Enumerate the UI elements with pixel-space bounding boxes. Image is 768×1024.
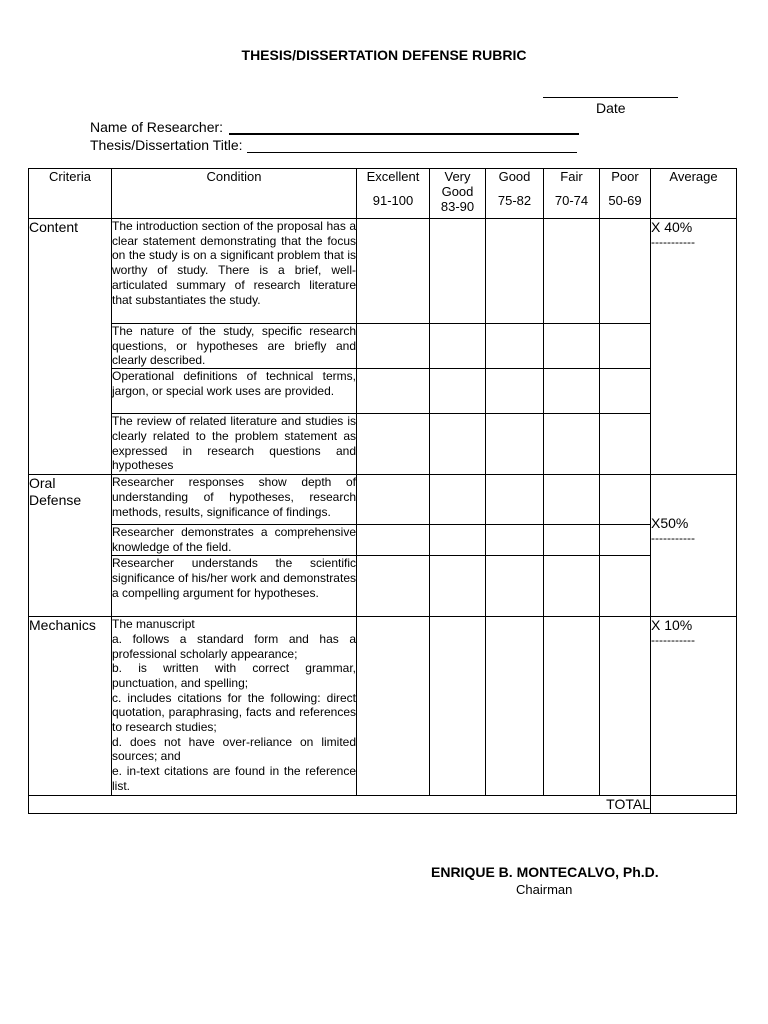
poor-header xyxy=(600,169,651,219)
score-cell-very-good[interactable] xyxy=(430,525,486,556)
score-cell-poor[interactable] xyxy=(600,369,651,414)
score-cell-good[interactable] xyxy=(486,525,544,556)
score-cell-excellent[interactable] xyxy=(357,324,430,369)
weight-oral-defense: X50% xyxy=(651,515,689,532)
fair-range: 70-74 xyxy=(554,193,589,208)
researcher-name-line[interactable] xyxy=(229,120,579,135)
score-cell-very-good[interactable] xyxy=(430,556,486,617)
poor-range: 50-69 xyxy=(608,193,642,208)
score-cell-poor[interactable] xyxy=(600,414,651,475)
table-row xyxy=(29,414,737,475)
criterion-oral-defense: Oral Defense xyxy=(29,475,112,617)
very-good-label: Very Good xyxy=(441,169,474,199)
researcher-field xyxy=(90,119,579,135)
thesis-title-label: Thesis/Dissertation Title: xyxy=(90,137,243,153)
table-row xyxy=(29,617,737,796)
condition-cell: Researcher responses show depth of understanding of hypotheses, research methods, results, significance of findings. xyxy=(112,475,357,525)
date-line xyxy=(543,97,678,98)
score-cell-fair[interactable] xyxy=(544,475,600,525)
researcher-label: Name of Researcher: xyxy=(90,119,224,135)
score-cell-excellent[interactable] xyxy=(357,475,430,525)
score-cell-poor[interactable] xyxy=(600,219,651,324)
criterion-content: Content xyxy=(29,219,112,475)
weight-blank-mechanics: ----------- xyxy=(651,633,695,648)
table-row xyxy=(29,556,737,617)
score-cell-poor[interactable] xyxy=(600,525,651,556)
score-cell-very-good[interactable] xyxy=(430,475,486,525)
good-label: Good xyxy=(498,169,531,184)
score-cell-good[interactable] xyxy=(486,414,544,475)
weight-content: X 40% xyxy=(651,219,693,235)
excellent-range: 91-100 xyxy=(372,193,414,208)
score-cell-poor[interactable] xyxy=(600,617,651,796)
weight-blank-oral-defense: ----------- xyxy=(651,531,695,546)
condition-cell: The manuscript a. follows a standard form and has a professional scholarly appearance; b. is written with correct grammar, punctuation, and spelling; c. includes citations for the following: direct quotation, paraphrasing, facts and references to research studies; d. does not have over-reliance on limited sources; and e. in-text citations are found in the reference list. xyxy=(112,617,357,796)
score-cell-poor[interactable] xyxy=(600,475,651,525)
table-row xyxy=(29,369,737,414)
condition-header: Condition xyxy=(112,169,357,219)
score-cell-very-good[interactable] xyxy=(430,219,486,324)
score-cell-fair[interactable] xyxy=(544,414,600,475)
score-cell-fair[interactable] xyxy=(544,369,600,414)
total-value-cell[interactable] xyxy=(651,796,737,814)
score-cell-poor[interactable] xyxy=(600,556,651,617)
excellent-label: Excellent xyxy=(366,169,420,184)
score-cell-good[interactable] xyxy=(486,475,544,525)
rubric-table xyxy=(28,168,737,814)
score-cell-good[interactable] xyxy=(486,324,544,369)
chairman-title: Chairman xyxy=(516,882,573,897)
poor-label: Poor xyxy=(611,169,639,184)
condition-cell: The nature of the study, specific research questions, or hypotheses are briefly and clearly described. xyxy=(112,324,356,368)
criteria-header: Criteria xyxy=(29,169,112,219)
weight-mechanics: X 10% xyxy=(651,617,693,634)
document-title: THESIS/DISSERTATION DEFENSE RUBRIC xyxy=(241,47,527,63)
thesis-title-line[interactable] xyxy=(247,139,577,153)
score-cell-fair[interactable] xyxy=(544,219,600,324)
table-row xyxy=(29,219,737,324)
score-cell-good[interactable] xyxy=(486,369,544,414)
average-cell-content[interactable] xyxy=(651,219,737,475)
condition-cell: Researcher understands the scientific significance of his/her work and demonstrates a compelling argument for hypotheses. xyxy=(112,556,357,617)
header-row xyxy=(29,169,737,219)
score-cell-fair[interactable] xyxy=(544,324,600,369)
score-cell-fair[interactable] xyxy=(544,556,600,617)
condition-cell: The review of related literature and studies is clearly related to the problem statement as expressed in research questions and hypotheses xyxy=(112,414,357,475)
score-cell-excellent[interactable] xyxy=(357,525,430,556)
score-cell-excellent[interactable] xyxy=(357,414,430,475)
score-cell-very-good[interactable] xyxy=(430,414,486,475)
score-cell-good[interactable] xyxy=(486,219,544,324)
criterion-mechanics: Mechanics xyxy=(29,617,112,796)
score-cell-good[interactable] xyxy=(486,617,544,796)
fair-header xyxy=(544,169,600,219)
score-cell-fair[interactable] xyxy=(544,525,600,556)
score-cell-excellent[interactable] xyxy=(357,556,430,617)
score-cell-fair[interactable] xyxy=(544,617,600,796)
score-cell-good[interactable] xyxy=(486,556,544,617)
excellent-header xyxy=(357,169,430,219)
score-cell-excellent[interactable] xyxy=(357,617,430,796)
total-row xyxy=(29,796,737,814)
score-cell-excellent[interactable] xyxy=(357,369,430,414)
condition-cell: Researcher demonstrates a comprehensive knowledge of the field. xyxy=(112,525,356,554)
very-good-range: 83-90 xyxy=(440,199,475,214)
score-cell-excellent[interactable] xyxy=(357,219,430,324)
fair-label: Fair xyxy=(560,169,583,184)
average-header: Average xyxy=(651,169,737,219)
average-cell-oral-defense[interactable] xyxy=(651,475,737,617)
score-cell-very-good[interactable] xyxy=(430,369,486,414)
date-label: Date xyxy=(596,100,626,116)
very-good-header xyxy=(430,169,486,219)
weight-blank-content: ----------- xyxy=(651,235,695,249)
score-cell-very-good[interactable] xyxy=(430,324,486,369)
condition-cell: The introduction section of the proposal has a clear statement demonstrating that the focus on the study is on a significant problem that is worthy of study. There is a brief, well-articulated summary of research literature that substantiates the study. xyxy=(112,219,357,324)
table-row xyxy=(29,324,737,369)
good-header xyxy=(486,169,544,219)
condition-cell: Operational definitions of technical terms, jargon, or special work uses are provided. xyxy=(112,369,357,414)
thesis-title-field xyxy=(90,137,577,153)
score-cell-very-good[interactable] xyxy=(430,617,486,796)
total-label: TOTAL xyxy=(29,796,651,814)
good-range: 75-82 xyxy=(497,193,532,208)
average-cell-mechanics[interactable] xyxy=(651,617,737,796)
table-row xyxy=(29,475,737,525)
chairman-name: ENRIQUE B. MONTECALVO, Ph.D. xyxy=(431,864,659,880)
score-cell-poor[interactable] xyxy=(600,324,651,369)
table-row xyxy=(29,525,737,556)
